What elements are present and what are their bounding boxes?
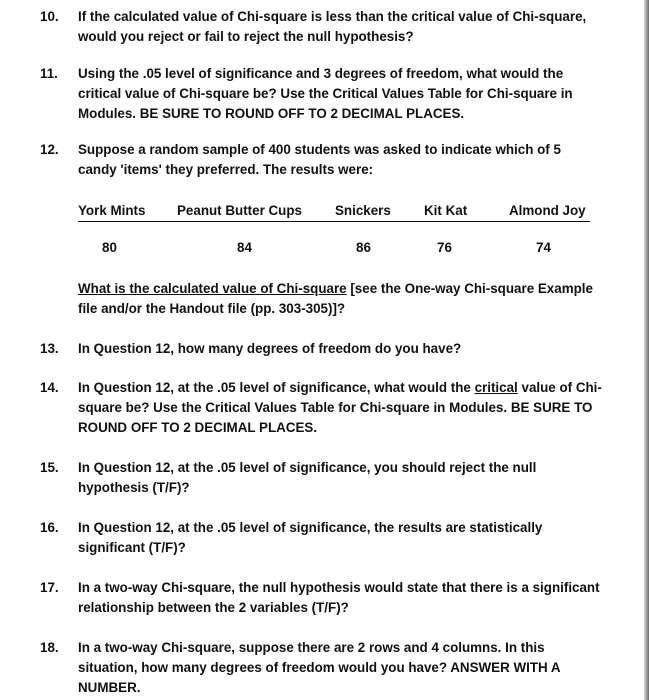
question-12-followup: [78, 279, 602, 319]
candy-table-values: [78, 238, 590, 258]
question-text: If the calculated value of Chi-square is less than the critical value of Chi-square, would you reject or fail to reject the null hypothesis?: [78, 9, 587, 44]
candy-value-almond-joy: 74: [536, 240, 551, 255]
question-text-part: In Question 12, at the .05 level of significance, what would the: [78, 380, 475, 395]
question-text: In Question 12, at the .05 level of significance, you should reject the null hypothesis (T/F)?: [78, 460, 537, 495]
question-text: Suppose a random sample of 400 students was asked to indicate which of 5 candy 'items' they preferred. The results were:: [78, 142, 561, 177]
question-number: 12.: [40, 142, 59, 157]
question-number: 17.: [40, 580, 59, 595]
candy-table-header: [78, 201, 590, 222]
question-number: 11.: [40, 66, 58, 81]
candy-header-york-mints: York Mints: [78, 203, 146, 218]
question-number: 15.: [40, 460, 59, 475]
question-text: [78, 378, 602, 438]
followup-underlined-text: What is the calculated value of Chi-square: [78, 281, 347, 296]
question-text: In a two-way Chi-square, suppose there are 2 rows and 4 columns. In this situation, how many degrees of freedom would you have? ANSWER WITH A NUMBER.: [78, 640, 561, 695]
question-text: Using the .05 level of significance and 3 degrees of freedom, what would the critical value of Chi-square be? Use the Critical Values Table for Chi-square in Modules. BE SURE TO ROUND OFF TO 2 DECIMAL PLACES.: [78, 66, 573, 121]
candy-header-snickers: Snickers: [335, 203, 391, 218]
candy-value-snickers: 86: [356, 240, 371, 255]
candy-value-peanut-butter-cups: 84: [237, 240, 252, 255]
candy-value-kit-kat: 76: [437, 240, 452, 255]
question-number: 16.: [40, 520, 59, 535]
question-text: In Question 12, at the .05 level of significance, the results are statistically significant (T/F)?: [78, 520, 543, 555]
candy-header-peanut-butter-cups: Peanut Butter Cups: [177, 203, 302, 218]
candy-header-almond-joy: Almond Joy: [509, 203, 586, 218]
question-text: In a two-way Chi-square, the null hypothesis would state that there is a significant relationship between the 2 variables (T/F)?: [78, 580, 600, 615]
candy-value-york-mints: 80: [102, 240, 117, 255]
question-text-part: value of Chi-square be? Use the Critical Values Table for Chi-square in Modules. BE SURE TO ROUND OFF TO 2 DECIMAL PLACES.: [78, 380, 602, 435]
question-text: In Question 12, how many degrees of freedom do you have?: [78, 341, 462, 356]
followup-text: [see the One-way Chi-square Example file and/or the Handout file (pp. 303-305)]?: [78, 281, 593, 316]
question-number: 18.: [40, 640, 59, 655]
question-number: 13.: [40, 341, 59, 356]
critical-underlined-word: critical: [474, 380, 518, 395]
question-number: 10.: [40, 9, 59, 24]
page-edge-shadow: [644, 0, 649, 700]
candy-header-kit-kat: Kit Kat: [424, 203, 468, 218]
question-number: 14.: [40, 380, 59, 395]
